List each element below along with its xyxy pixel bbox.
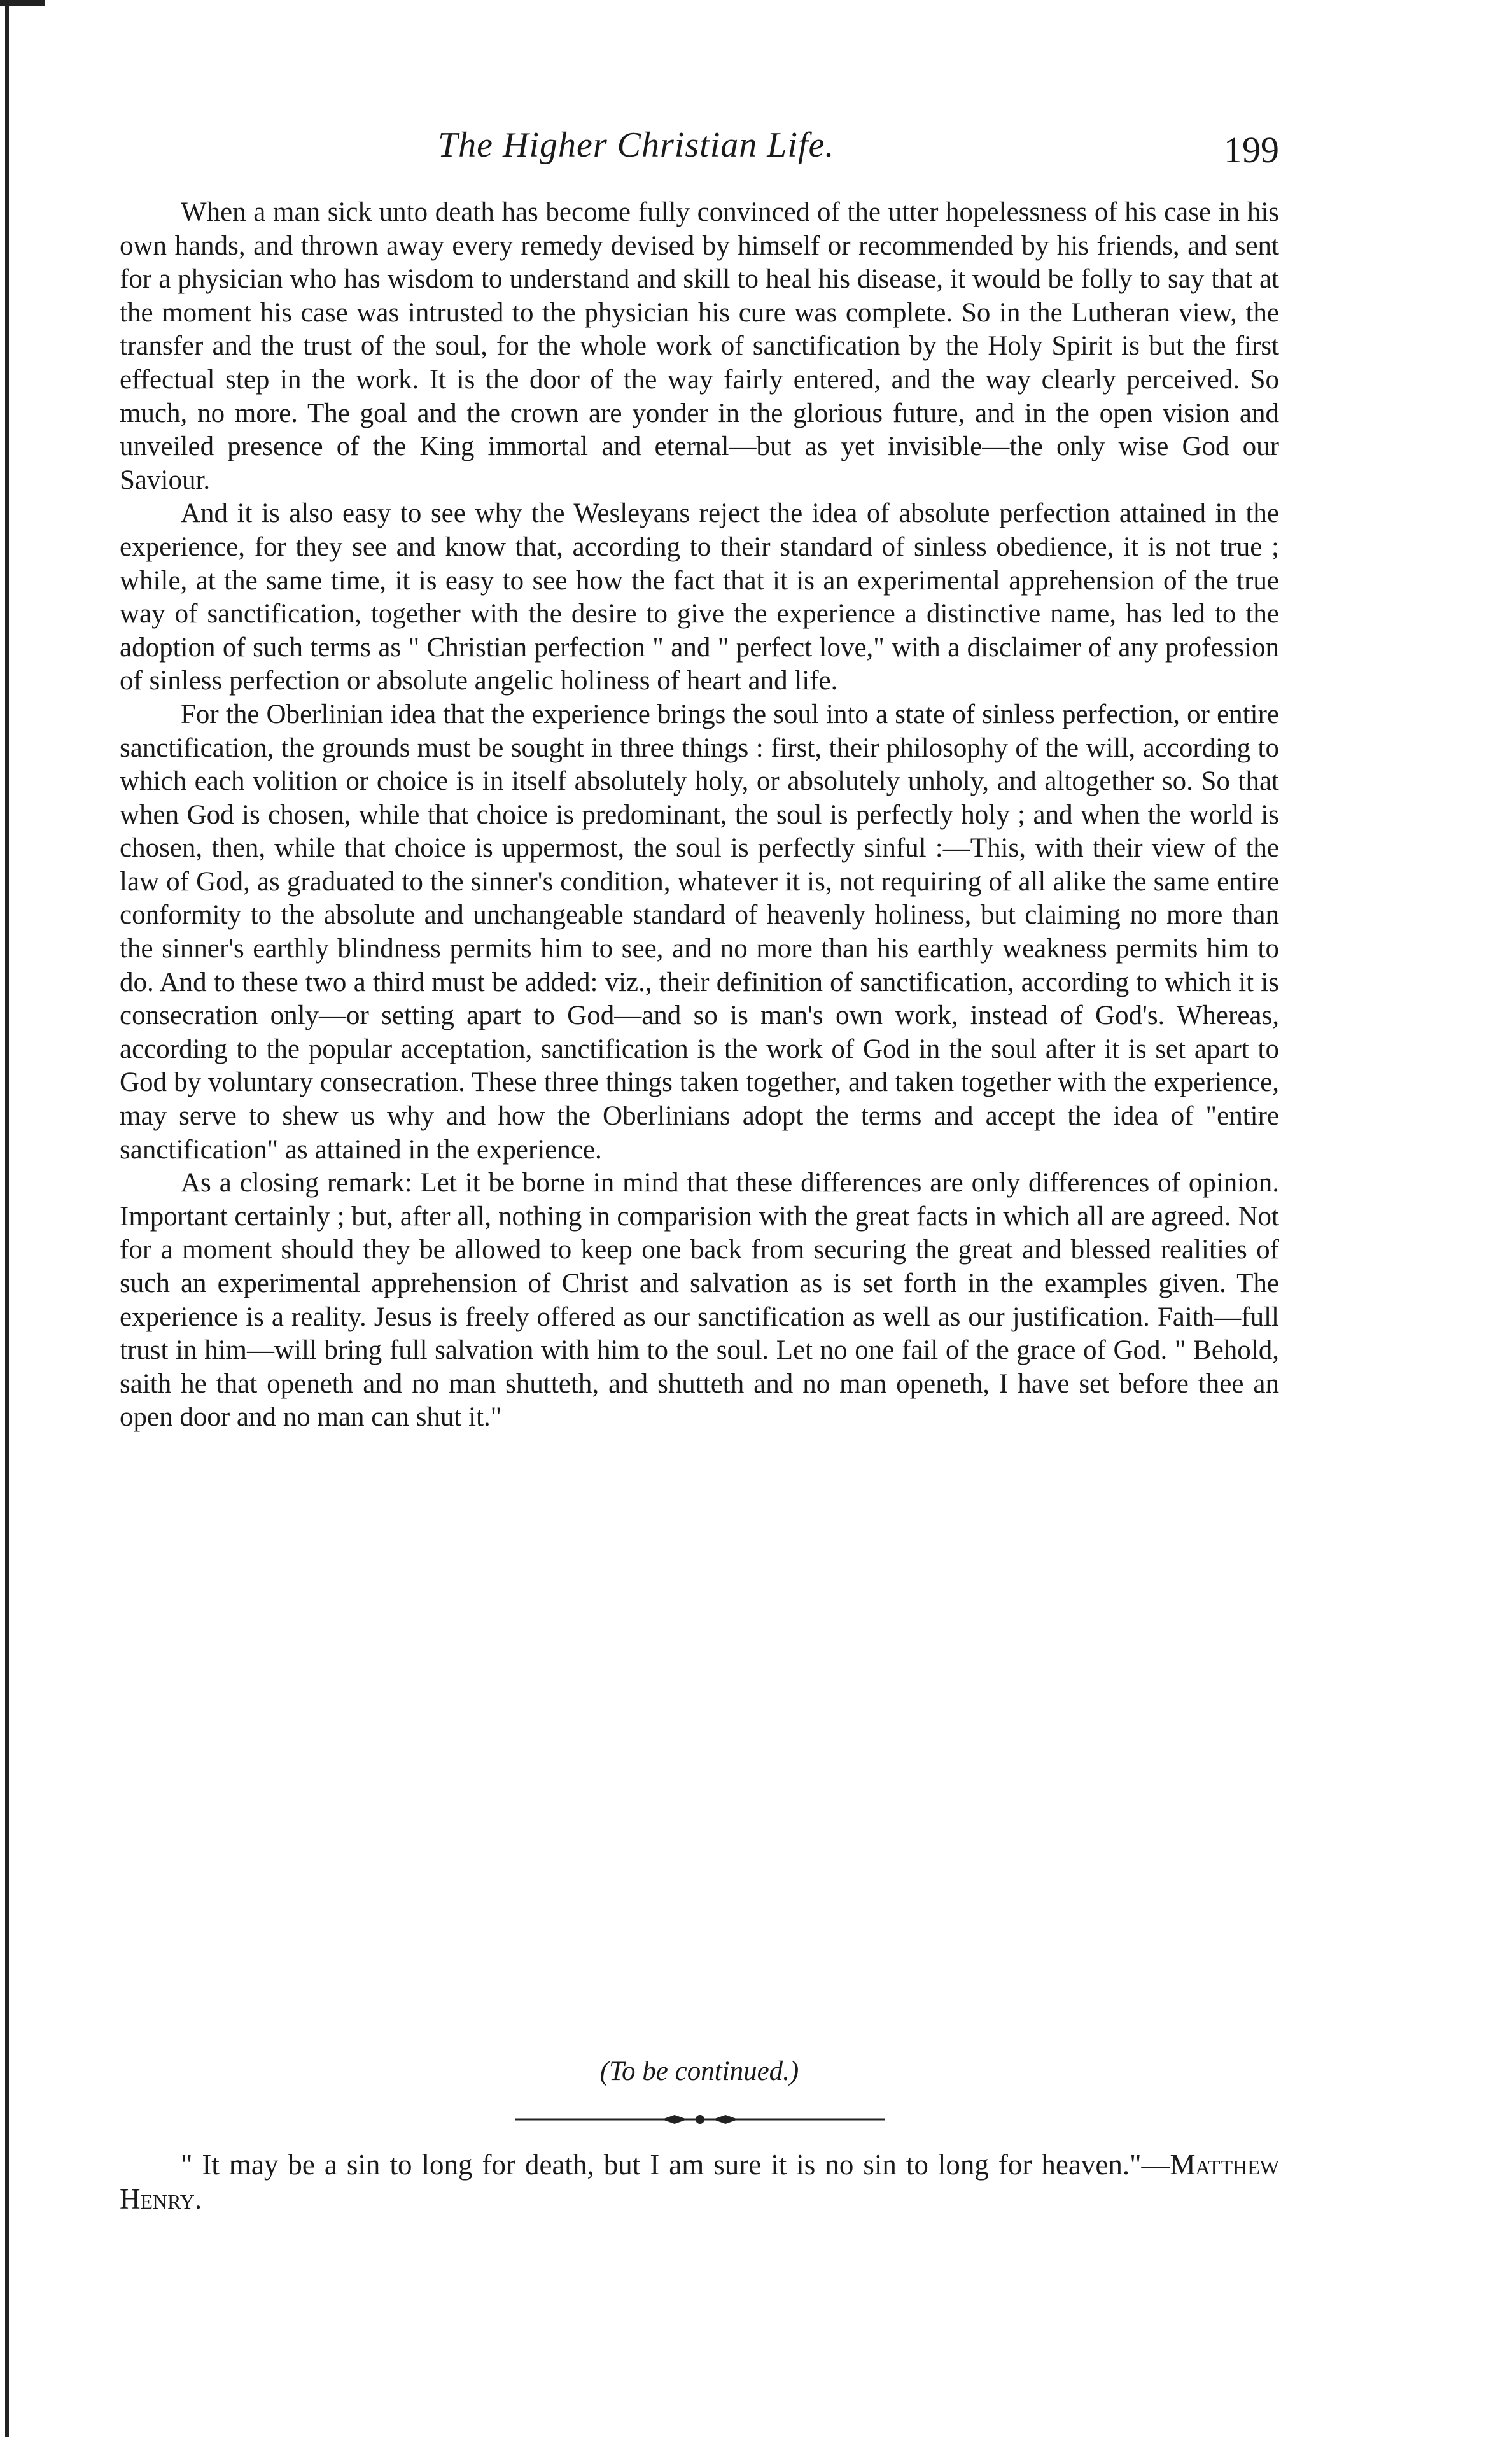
quote-text: " It may be a sin to long for death, but I am sure it is no sin to long for heaven."— bbox=[181, 2149, 1170, 2181]
section-divider-ornament bbox=[515, 2112, 885, 2127]
page-number: 199 bbox=[1224, 129, 1279, 171]
paragraph-3: For the Oberlinian idea that the experience brings the soul into a state of sinless perfection, or entire sanctification, the grounds must be sought in three things : first, their philosophy of the will, according to which each volition or choice is in itself absolutely holy, or absolutely unholy, and altogether so. So that when God is chosen, while that choice is predominant, the soul is perfectly holy ; and when the world is chosen, then, while that choice is uppermost, the soul is perfectly sinful :—This, with their view of the law of God, as graduated to the sinner's condition, whatever it is, not requiring of all alike the same entire conformity to the absolute and unchangeable standard of heavenly holiness, but claiming no more than the sinner's earthly blindness permits him to see, and no more than his earthly weakness permits him to do. And to these two a third must be added: viz., their definition of sanctification, according to which it is consecration only—or setting apart to God—and so is man's own work, instead of God's. Whereas, according to the popular acceptation, sanctification is the work of God in the soul after it is set apart to God by voluntary consecration. These three things taken together, and taken together with the experience, may serve to shew us why and how the Oberlinians adopt the terms and accept the idea of "entire sanctification" as attained in the experience. bbox=[120, 699, 1279, 1165]
running-title: The Higher Christian Life. bbox=[438, 125, 835, 165]
page-header bbox=[121, 125, 1279, 176]
paragraph-1: When a man sick unto death has become fully convinced of the utter hopelessness of his case in his own hands, and thrown away every remedy devised by himself or recommended by his friends, and sent for a physician who has wisdom to understand and skill to heal his disease, it would be folly to say that at the moment his case was intrusted to the physician his cure was complete. So in the Lutheran view, the transfer and the trust of the soul, for the whole work of sanctification by the Holy Spirit is but the first effectual step in the work. It is the door of the way fairly entered, and the way clearly perceived. So much, no more. The goal and the crown are yonder in the glorious future, and in the open vision and unveiled presence of the King immortal and eternal—but as yet invisible—the only wise God our Saviour. bbox=[120, 197, 1279, 495]
closing-quote bbox=[120, 2147, 1279, 2216]
page-edge-corner bbox=[0, 0, 45, 6]
to-be-continued: (To be continued.) bbox=[599, 2056, 799, 2086]
article-body bbox=[120, 196, 1279, 1435]
page-edge-rule bbox=[5, 0, 9, 2437]
paragraph-2: And it is also easy to see why the Wesleyans reject the idea of absolute perfection attained in the experience, for they see and know that, according to their standard of sinless obedience, it is not true ; while, at the same time, it is easy to see how the fact that it is an experimental apprehension of the true way of sanctification, together with the desire to give the experience a distinctive name, has led to the adoption of such terms as " Christian perfection " and " perfect love," with a disclaimer of any profession of sinless perfection or absolute angelic holiness of heart and life. bbox=[120, 498, 1279, 696]
quote-attribution: Matthew Henry. bbox=[120, 2149, 1279, 2215]
paragraph-4: As a closing remark: Let it be borne in mind that these differences are only differences of opinion. Important certainly ; but, after all, nothing in comparision with the great facts in which all are agreed. Not for a moment should they be allowed to keep one back from securing the great and blessed realities of such an experimental apprehension of Christ and salvation as is set forth in the examples given. The experience is a reality. Jesus is freely offered as our sanctification as well as our justification. Faith—full trust in him—will bring full salvation with him to the soul. Let no one fail of the grace of God. " Behold, saith he that openeth and no man shutteth, and shutteth and no man openeth, I have set before thee an open door and no man can shut it." bbox=[120, 1168, 1279, 1433]
